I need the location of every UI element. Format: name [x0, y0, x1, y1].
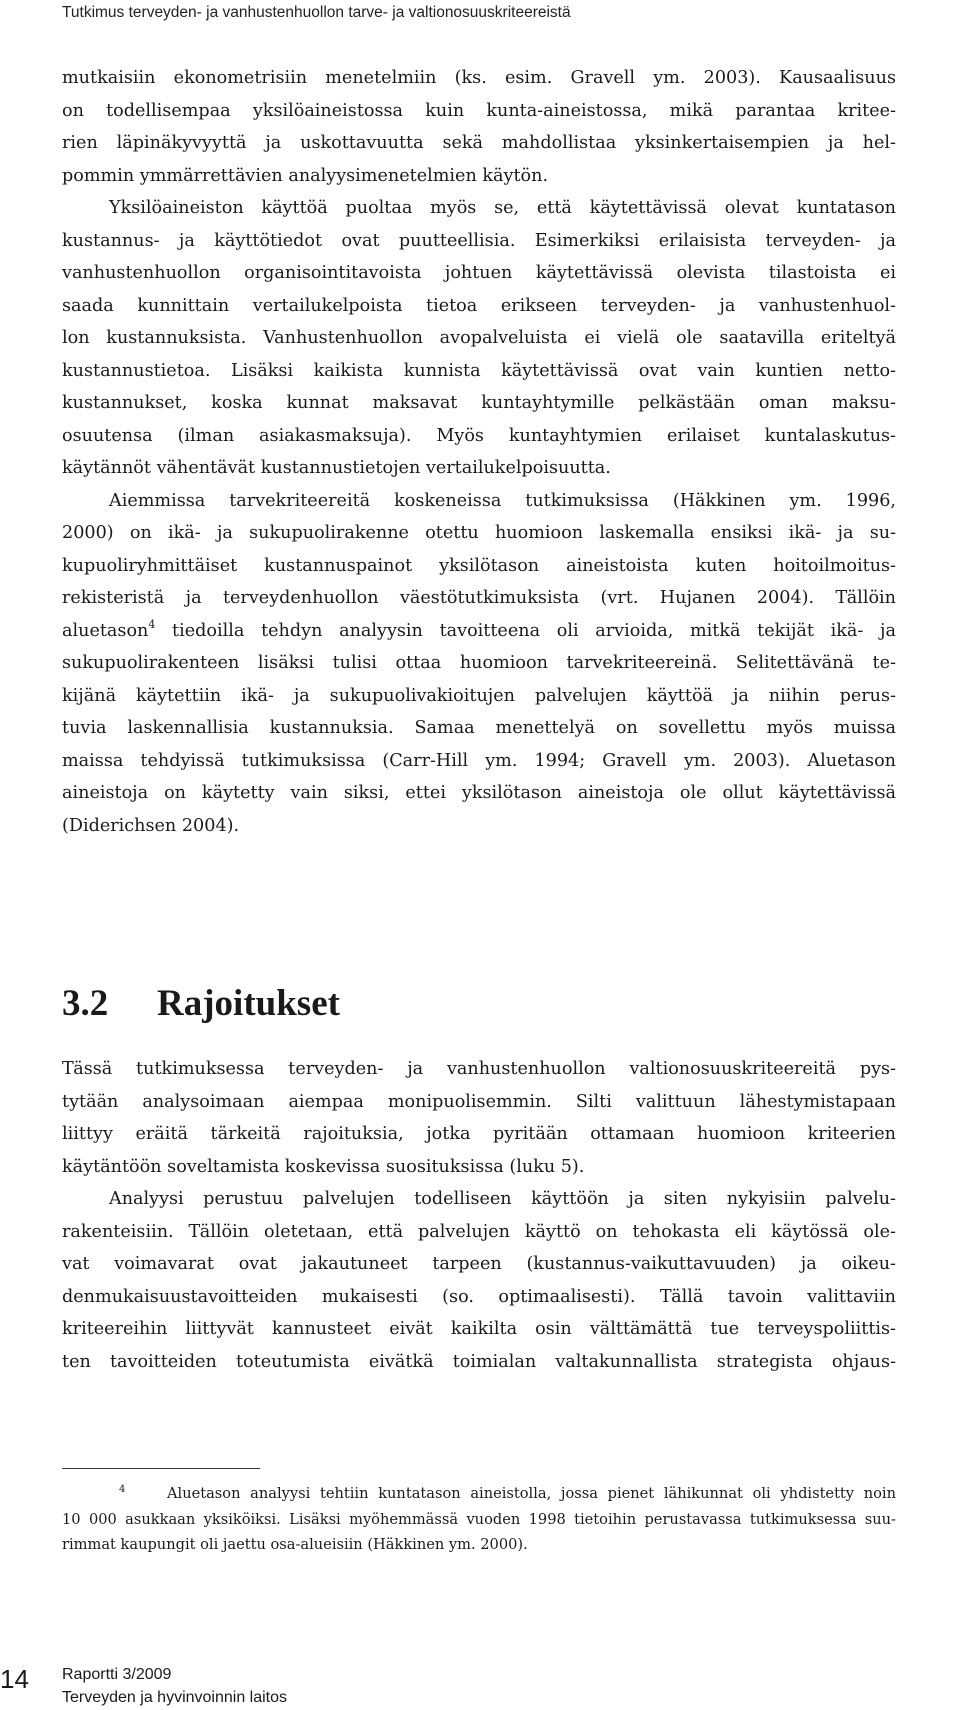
paragraph-line: vat voimavarat ovat jakautuneet tarpeen (kustannus-vaikuttavuuden) ja oikeu-	[62, 1254, 896, 1274]
paragraph-line: pommin ymmärrettävien analyysimenetelmien käytön.	[62, 165, 549, 186]
paragraph-line: kijänä käytettiin ikä- ja sukupuolivakioitujen palvelujen käyttöä ja niihin perus-	[62, 685, 896, 706]
paragraph-line: tytään analysoimaan aiempaa monipuolisemmin. Silti valittuun lähestymistapaan	[62, 1091, 896, 1112]
paragraph-line: kriteereihin liittyvät kannusteet eivät kaikilta osin välttämättä tue terveyspoliittis-	[62, 1319, 896, 1339]
paragraph-line: maissa tehdyissä tutkimuksissa (Carr-Hill ym. 1994; Gravell ym. 2003). Aluetason	[62, 750, 896, 771]
paragraph-line: ten tavoitteiden toteutumista eivätkä toimialan valtakunnallista strategista ohjaus-	[62, 1351, 896, 1372]
footnote-text: Aluetason analyysi tehtiin kuntatason aineistolla, jossa pienet lähikunnat oli yhdistetty noin	[167, 1485, 896, 1502]
footnote	[62, 1481, 896, 1558]
paragraph-line: saada kunnittain vertailukelpoista tietoa erikseen terveyden- ja vanhustenhuol-	[62, 295, 896, 316]
paragraph-line: käytännöt vähentävät kustannustietojen vertailukelpoisuutta.	[62, 458, 611, 478]
page-number: 14	[0, 1664, 29, 1694]
report-number: Raportti 3/2009	[62, 1666, 172, 1683]
footnote-line: 10 000 asukkaan yksiköiksi. Lisäksi myöhemmässä vuoden 1998 tietoihin perustavassa tutkimuksessa suu-	[62, 1510, 896, 1528]
section-number: 3.2	[62, 983, 109, 1024]
footnote-marker	[119, 1481, 167, 1507]
paragraph-line: liittyy eräitä tärkeitä rajoituksia, jotka pyritään ottamaan huomioon kriteerien	[62, 1124, 896, 1144]
section-heading	[62, 982, 340, 1026]
paragraph-line: sukupuolirakenteen lisäksi tulisi ottaa huomioon tarvekriteereinä. Selitettävänä te-	[62, 653, 896, 673]
section-title: Rajoitukset	[157, 983, 340, 1024]
paragraph-line: osuutensa (ilman asiakasmaksuja). Myös kuntayhtymien erilaiset kuntalaskutus-	[62, 425, 896, 446]
paragraph-text: tiedoilla tehdyn analyysin tavoitteena oli arvioida, mitkä tekijät ikä- ja	[155, 620, 896, 641]
paragraph-line: lon kustannuksista. Vanhustenhuollon avopalveluista ei vielä ole saatavilla eriteltyä	[62, 328, 896, 348]
paragraph-line: on todellisempaa yksilöaineistossa kuin kunta-aineistossa, mikä parantaa kritee-	[62, 100, 896, 121]
footnote-number: 4	[119, 1484, 126, 1495]
paragraph-line: denmukaisuustavoitteiden mukaisesti (so. optimaalisesti). Tällä tavoin valittaviin	[62, 1286, 896, 1307]
paragraph-line: tuvia laskennallisia kustannuksia. Samaa menettelyä on sovellettu myös muissa	[62, 718, 896, 738]
body-text-upper	[62, 62, 896, 842]
paragraph-line: Yksilöaineiston käyttöä puoltaa myös se, että käytettävissä olevat kuntatason	[109, 198, 896, 218]
paragraph-line: kustannustietoa. Lisäksi kaikista kunnista käytettävissä ovat vain kuntien netto-	[62, 360, 896, 381]
paragraph-line: Aiemmissa tarvekriteereitä koskeneissa tutkimuksissa (Häkkinen ym. 1996,	[109, 490, 896, 511]
paragraph-line: vanhustenhuollon organisointitavoista johtuen käytettävissä olevista tilastoista ei	[62, 263, 896, 283]
paragraph-line: Tässä tutkimuksessa terveyden- ja vanhustenhuollon valtionosuuskriteereitä pys-	[62, 1059, 896, 1079]
paragraph-line: kupuoliryhmittäiset kustannuspainot yksilötason aineistoista kuten hoitoilmoitus-	[62, 555, 896, 576]
paragraph-line: 2000) on ikä- ja sukupuolirakenne otettu huomioon laskemalla ensiksi ikä- ja su-	[62, 523, 896, 543]
footnote-ref-text: aluetason	[62, 620, 149, 641]
paragraph-line: kustannus- ja käyttötiedot ovat puutteellisia. Esimerkiksi erilaisista terveyden- ja	[62, 230, 896, 251]
paragraph-line	[62, 615, 896, 648]
footnote-line: rimmat kaupungit oli jaettu osa-alueisiin (Häkkinen ym. 2000).	[62, 1536, 528, 1553]
footnote-divider	[62, 1468, 260, 1469]
paragraph-line: kustannukset, koska kunnat maksavat kuntayhtymille pelkästään oman maksu-	[62, 393, 896, 413]
footnote-ref[interactable]: 4	[148, 617, 156, 631]
paragraph-line: rien läpinäkyvyyttä ja uskottavuutta sekä mahdollistaa yksinkertaisempien ja hel-	[62, 133, 896, 153]
footer-source	[62, 1663, 287, 1709]
running-header: Tutkimus terveyden- ja vanhustenhuollon tarve- ja valtionosuuskriteereistä	[62, 4, 571, 21]
paragraph-line: Analyysi perustuu palvelujen todelliseen käyttöön ja siten nykyisiin palvelu-	[109, 1189, 896, 1209]
paragraph-line: aineistoja on käytetty vain siksi, ettei yksilötason aineistoja ole ollut käytettävissä	[62, 783, 896, 803]
footnote-line	[62, 1481, 896, 1507]
paragraph-line: mutkaisiin ekonometrisiin menetelmiin (ks. esim. Gravell ym. 2003). Kausaalisuus	[62, 68, 896, 88]
paragraph-line: käytäntöön soveltamista koskevissa suosituksissa (luku 5).	[62, 1156, 585, 1177]
paragraph-line: (Diderichsen 2004).	[62, 815, 240, 836]
paragraph-line: rakenteisiin. Tällöin oletetaan, että palvelujen käyttö on tehokasta eli käytössä ole-	[62, 1221, 896, 1242]
paragraph-line: rekisteristä ja terveydenhuollon väestötutkimuksista (vrt. Hujanen 2004). Tällöin	[62, 588, 896, 608]
institute-name: Terveyden ja hyvinvoinnin laitos	[62, 1689, 288, 1706]
body-text-section	[62, 1053, 896, 1378]
